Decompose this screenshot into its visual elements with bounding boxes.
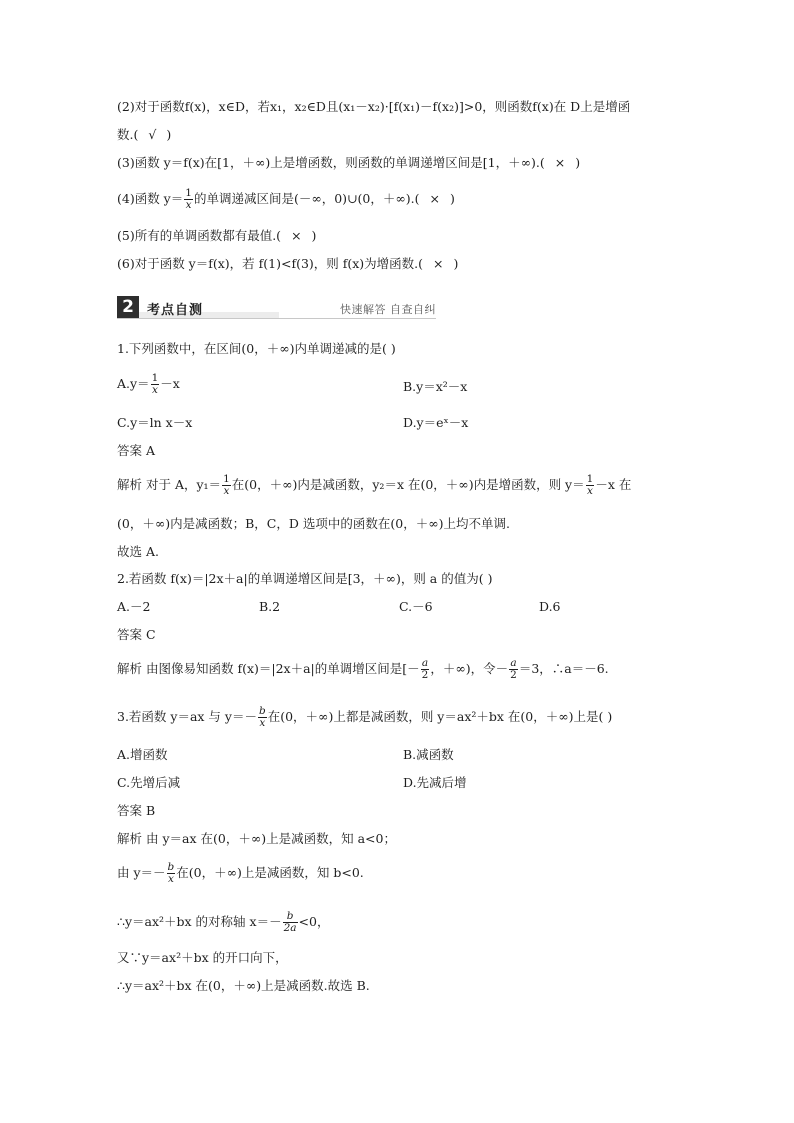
stem-text: 3.若函数 y＝ax 与 y＝－ xyxy=(117,709,257,724)
denominator: x xyxy=(151,384,158,396)
question-2-stem: 2.若函数 f(x)＝|2x＋a|的单调递增区间是[3，＋∞)，则 a 的值为( ) xyxy=(117,571,493,586)
statement-6-text: (6)对于函数 y＝f(x)，若 f(1)<f(3)，则 f(x)为增函数.( xyxy=(117,256,424,271)
explanation-text: 解析 对于 A，y₁＝ xyxy=(117,477,222,492)
question-1-explanation-line2: (0，＋∞)内是减函数；B，C，D 选项中的函数在(0，＋∞)上均不单调. xyxy=(117,516,510,531)
option-a-suffix: －x xyxy=(160,376,180,391)
paren-close: ) xyxy=(449,191,455,206)
paren-close: ) xyxy=(166,127,172,142)
statement-4-text: 的单调递减区间是(－∞，0)∪(0，＋∞).( xyxy=(193,191,420,206)
fraction xyxy=(509,658,518,681)
statement-2-line2 xyxy=(117,127,171,143)
statement-2-tail: 数.( xyxy=(117,127,139,142)
denominator: x xyxy=(587,485,593,497)
question-3-option-d: D.先减后增 xyxy=(403,775,467,790)
denominator: x xyxy=(167,873,174,885)
question-3-explanation-line2 xyxy=(117,862,364,885)
section-number: 2 xyxy=(117,296,139,318)
question-1-option-b: B.y＝x²－x xyxy=(403,379,468,394)
explanation-text: ∴y＝ax²＋bx 的对称轴 x＝－ xyxy=(117,914,282,929)
statement-4-prefix: (4)函数 y＝ xyxy=(117,191,184,206)
statement-5-text: (5)所有的单调函数都有最值.( xyxy=(117,228,282,243)
fraction xyxy=(222,474,231,497)
question-2-explanation xyxy=(117,658,609,681)
paren-close: ) xyxy=(453,256,459,271)
check-mark-icon: √ xyxy=(148,127,157,142)
numerator: b xyxy=(167,861,175,873)
numerator: 1 xyxy=(151,372,159,384)
fraction xyxy=(283,911,298,934)
statement-3-text: (3)函数 y＝f(x)在[1，＋∞)上是增函数，则函数的单调递增区间是[1，＋∞).( xyxy=(117,155,545,170)
cross-mark-icon: × xyxy=(429,191,440,206)
explanation-text: ，＋∞)，令－ xyxy=(430,661,509,676)
numerator: 1 xyxy=(586,473,594,485)
denominator: x xyxy=(259,717,266,729)
explanation-text: 由 y＝－ xyxy=(117,865,166,880)
numerator: a xyxy=(421,657,429,669)
explanation-text: 在(0，＋∞)内是减函数，y₂＝x 在(0，＋∞)内是增函数，则 y＝ xyxy=(231,477,585,492)
fraction xyxy=(421,658,430,681)
question-1-option-a xyxy=(117,373,180,396)
denominator: 2 xyxy=(421,669,429,681)
statement-3 xyxy=(117,155,580,171)
explanation-text: －x 在 xyxy=(595,477,632,492)
question-3-explanation-line3 xyxy=(117,911,329,934)
paren-close: ) xyxy=(311,228,317,243)
denominator: 2a xyxy=(283,922,297,934)
question-2-option-c: C.－6 xyxy=(399,599,433,614)
statement-2-line1: (2)对于函数f(x)，x∈D，若x₁，x₂∈D且(x₁－x₂)·[f(x₁)－f(x₂)]>0，则函数f(x)在 D上是增函 xyxy=(117,99,631,114)
numerator: b xyxy=(258,705,266,717)
question-2-option-b: B.2 xyxy=(259,599,281,614)
question-2-option-d: D.6 xyxy=(539,599,561,614)
denominator: x xyxy=(223,485,230,497)
paren-close: ) xyxy=(575,155,581,170)
question-2-option-a: A.－2 xyxy=(117,599,151,614)
question-1-option-c: C.y＝ln x－x xyxy=(117,415,193,430)
section-title: 考点自测 xyxy=(147,303,204,318)
statement-6 xyxy=(117,256,458,272)
question-2-answer: 答案 C xyxy=(117,627,156,642)
explanation-text: <0， xyxy=(298,914,330,929)
question-3-stem xyxy=(117,706,612,729)
statement-4 xyxy=(117,188,455,211)
fraction xyxy=(258,706,267,729)
question-1-option-d: D.y＝eˣ－x xyxy=(403,415,469,430)
numerator: 1 xyxy=(223,473,230,485)
option-a-prefix: A.y＝ xyxy=(117,376,150,391)
section-header xyxy=(117,296,436,319)
question-3-option-a: A.增函数 xyxy=(117,747,168,762)
section-subtitle: 快速解答 自查自纠 xyxy=(340,303,436,316)
stem-text: 在(0，＋∞)上都是减函数，则 y＝ax²＋bx 在(0，＋∞)上是( ) xyxy=(267,709,613,724)
numerator: a xyxy=(510,657,517,669)
question-3-answer: 答案 B xyxy=(117,803,156,818)
cross-mark-icon: × xyxy=(554,155,566,170)
fraction xyxy=(151,373,160,396)
question-1-stem: 1.下列函数中，在区间(0，＋∞)内单调递减的是( ) xyxy=(117,341,396,356)
explanation-text: 解析 由图像易知函数 f(x)＝|2x＋a|的单调增区间是[－ xyxy=(117,661,420,676)
question-1-explanation-line3: 故选 A. xyxy=(117,544,159,559)
question-3-option-b: B.减函数 xyxy=(403,747,454,762)
explanation-text: 在(0，＋∞)上是减函数，知 b<0. xyxy=(176,865,364,880)
numerator: b xyxy=(283,911,298,923)
question-3-explanation-line4: 又∵y＝ax²＋bx 的开口向下， xyxy=(117,950,288,965)
fraction xyxy=(167,862,176,885)
fraction xyxy=(586,474,595,497)
explanation-text: ＝3，∴a＝－6. xyxy=(518,661,609,676)
cross-mark-icon: × xyxy=(291,228,302,243)
numerator: 1 xyxy=(185,187,192,199)
question-1-explanation-line1 xyxy=(117,474,631,497)
question-3-explanation-line1: 解析 由 y＝ax 在(0，＋∞)上是减函数，知 a<0； xyxy=(117,831,396,846)
statement-5 xyxy=(117,228,316,244)
question-3-option-c: C.先增后减 xyxy=(117,775,181,790)
question-3-explanation-line5: ∴y＝ax²＋bx 在(0，＋∞)上是减函数.故选 B. xyxy=(117,978,370,993)
denominator: x xyxy=(185,199,192,211)
denominator: 2 xyxy=(510,669,517,681)
fraction xyxy=(184,188,193,211)
question-1-answer: 答案 A xyxy=(117,443,156,458)
cross-mark-icon: × xyxy=(433,256,444,271)
